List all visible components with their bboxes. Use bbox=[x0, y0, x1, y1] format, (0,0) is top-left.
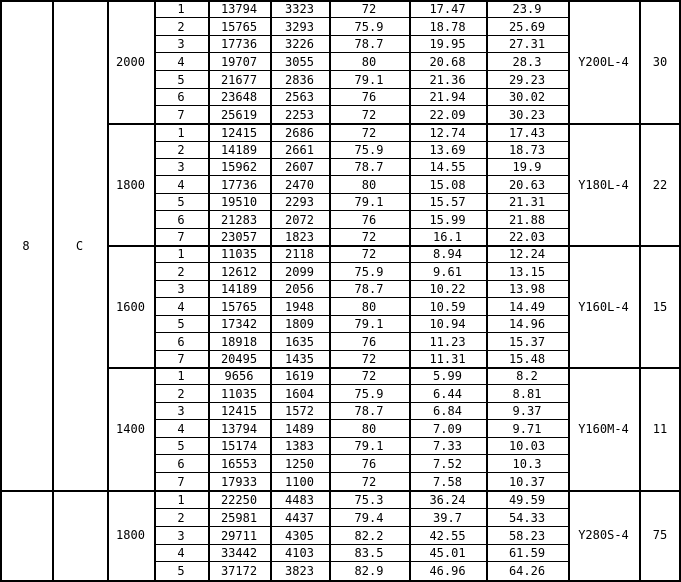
group-id-cell bbox=[0, 491, 52, 580]
table-cell: 9.37 bbox=[512, 404, 542, 418]
table-cell: 25.69 bbox=[508, 20, 546, 34]
speed-cell: 1600 bbox=[116, 300, 145, 314]
table-cell: 78.7 bbox=[354, 404, 384, 418]
table-cell: 33442 bbox=[220, 546, 258, 560]
table-cell: 2470 bbox=[285, 178, 314, 192]
table-cell: 2563 bbox=[285, 90, 314, 104]
table-cell: 21283 bbox=[220, 213, 258, 227]
table-cell: 20495 bbox=[220, 352, 258, 366]
table-cell: 19510 bbox=[220, 195, 258, 209]
table-cell: 23648 bbox=[220, 90, 258, 104]
table-cell: 3 bbox=[177, 160, 185, 174]
table-cell: 79.1 bbox=[354, 73, 384, 87]
table-cell: 15765 bbox=[220, 20, 258, 34]
table-cell: 4437 bbox=[285, 511, 314, 525]
table-cell: 72 bbox=[361, 2, 377, 16]
table-cell: 23057 bbox=[220, 230, 258, 244]
table-cell: 2 bbox=[177, 143, 185, 157]
table-cell: 23.9 bbox=[512, 2, 542, 16]
table-cell: 9656 bbox=[224, 369, 254, 383]
table-cell: 42.55 bbox=[429, 529, 466, 543]
table-cell: 78.7 bbox=[354, 282, 384, 296]
table-cell: 3 bbox=[177, 529, 185, 543]
table-cell: 12415 bbox=[220, 404, 258, 418]
table-cell: 10.59 bbox=[429, 300, 466, 314]
table-cell: 2253 bbox=[285, 108, 314, 122]
table-cell: 8.94 bbox=[433, 247, 462, 261]
table-cell: 1 bbox=[177, 126, 185, 140]
table-cell: 11035 bbox=[220, 247, 258, 261]
table-cell: 15.08 bbox=[429, 178, 466, 192]
table-cell: 22.09 bbox=[429, 108, 466, 122]
table-cell: 17736 bbox=[220, 37, 258, 51]
table-cell: 12.24 bbox=[508, 247, 546, 261]
table-cell: 79.1 bbox=[354, 439, 384, 453]
table-cell: 14189 bbox=[220, 282, 258, 296]
table-cell: 72 bbox=[361, 126, 377, 140]
table-cell: 15.99 bbox=[429, 213, 466, 227]
table-cell: 22250 bbox=[220, 493, 258, 507]
table-cell: 7.52 bbox=[433, 457, 462, 471]
table-cell: 78.7 bbox=[354, 160, 384, 174]
table-cell: 1823 bbox=[285, 230, 314, 244]
table-cell: 6 bbox=[177, 457, 185, 471]
table-cell: 8.2 bbox=[516, 369, 538, 383]
speed-cell: 2000 bbox=[116, 55, 145, 69]
table-cell: 1619 bbox=[285, 369, 314, 383]
power-cell: 75 bbox=[652, 528, 668, 542]
table-cell: 75.9 bbox=[354, 265, 384, 279]
table-cell: 61.59 bbox=[508, 546, 546, 560]
table-cell: 15174 bbox=[220, 439, 258, 453]
table-cell: 80 bbox=[361, 55, 377, 69]
table-cell: 10.94 bbox=[429, 317, 466, 331]
table-cell: 14.49 bbox=[508, 300, 546, 314]
table-cell: 4 bbox=[177, 178, 185, 192]
table-cell: 16.1 bbox=[433, 230, 462, 244]
table-cell: 10.03 bbox=[508, 439, 546, 453]
table-cell: 39.7 bbox=[433, 511, 462, 525]
table-cell: 27.31 bbox=[508, 37, 546, 51]
table-cell: 75.9 bbox=[354, 143, 384, 157]
table-cell: 2293 bbox=[285, 195, 314, 209]
table-cell: 72 bbox=[361, 247, 377, 261]
table-cell: 18.78 bbox=[429, 20, 466, 34]
table-cell: 82.2 bbox=[354, 529, 384, 543]
table-cell: 2118 bbox=[285, 247, 314, 261]
table-cell: 1 bbox=[177, 247, 185, 261]
table-cell: 12415 bbox=[220, 126, 258, 140]
table-cell: 1604 bbox=[285, 387, 314, 401]
table-cell: 20.68 bbox=[429, 55, 466, 69]
table-cell: 2 bbox=[177, 265, 185, 279]
table-cell: 5.99 bbox=[433, 369, 462, 383]
table-cell: 21.36 bbox=[429, 73, 466, 87]
table-cell: 18.73 bbox=[508, 143, 546, 157]
table-cell: 79.4 bbox=[354, 511, 384, 525]
table-cell: 2686 bbox=[285, 126, 314, 140]
table-cell: 72 bbox=[361, 475, 377, 489]
table-cell: 2661 bbox=[285, 143, 314, 157]
table-cell: 83.5 bbox=[354, 546, 384, 560]
table-cell: 75.3 bbox=[354, 493, 384, 507]
table-cell: 25619 bbox=[220, 108, 258, 122]
table-cell: 3055 bbox=[285, 55, 314, 69]
table-cell: 2 bbox=[177, 511, 185, 525]
table-cell: 15.48 bbox=[508, 352, 546, 366]
table-cell: 4 bbox=[177, 55, 185, 69]
table-cell: 64.26 bbox=[508, 564, 546, 578]
table-cell: 17933 bbox=[220, 475, 258, 489]
table-cell: 30.02 bbox=[508, 90, 546, 104]
table-cell: 82.9 bbox=[354, 564, 384, 578]
table-cell: 4483 bbox=[285, 493, 314, 507]
table-cell: 11035 bbox=[220, 387, 258, 401]
table-cell: 13.15 bbox=[508, 265, 546, 279]
table-cell: 5 bbox=[177, 195, 185, 209]
table-cell: 14189 bbox=[220, 143, 258, 157]
table-cell: 4 bbox=[177, 546, 185, 560]
table-cell: 72 bbox=[361, 369, 377, 383]
table-cell: 3293 bbox=[285, 20, 314, 34]
table-cell: 79.1 bbox=[354, 317, 384, 331]
table-cell: 14.55 bbox=[429, 160, 466, 174]
table-cell: 78.7 bbox=[354, 37, 384, 51]
table-cell: 19.95 bbox=[429, 37, 466, 51]
table-cell: 15765 bbox=[220, 300, 258, 314]
power-cell: 30 bbox=[652, 55, 668, 69]
table-cell: 2 bbox=[177, 387, 185, 401]
table-cell: 5 bbox=[177, 564, 185, 578]
table-cell: 1100 bbox=[285, 475, 314, 489]
table-cell: 17.43 bbox=[508, 126, 546, 140]
power-cell: 15 bbox=[652, 300, 668, 314]
table-cell: 4305 bbox=[285, 529, 314, 543]
table-cell: 36.24 bbox=[429, 493, 466, 507]
table-cell: 6.84 bbox=[433, 404, 462, 418]
table-cell: 4 bbox=[177, 300, 185, 314]
table-cell: 4103 bbox=[285, 546, 314, 560]
table-cell: 13794 bbox=[220, 2, 258, 16]
table-cell: 1250 bbox=[285, 457, 314, 471]
table-cell: 3823 bbox=[285, 564, 314, 578]
power-cell: 22 bbox=[652, 178, 668, 192]
motor-model-cell: Y160M-4 bbox=[578, 422, 629, 436]
table-cell: 21.31 bbox=[508, 195, 546, 209]
table-cell: 3 bbox=[177, 282, 185, 296]
table-cell: 18918 bbox=[220, 335, 258, 349]
table-cell: 19707 bbox=[220, 55, 258, 69]
table-cell: 58.23 bbox=[508, 529, 546, 543]
table-cell: 1 bbox=[177, 2, 185, 16]
table-cell: 10.22 bbox=[429, 282, 466, 296]
table-cell: 28.3 bbox=[512, 55, 542, 69]
table-cell: 29.23 bbox=[508, 73, 546, 87]
table-cell: 45.01 bbox=[429, 546, 466, 560]
table-cell: 16553 bbox=[220, 457, 258, 471]
table-cell: 2836 bbox=[285, 73, 314, 87]
table-cell: 3323 bbox=[285, 2, 314, 16]
table-cell: 76 bbox=[361, 457, 377, 471]
table-cell: 80 bbox=[361, 300, 377, 314]
table-cell: 49.59 bbox=[508, 493, 546, 507]
table-cell: 7 bbox=[177, 230, 185, 244]
table-cell: 79.1 bbox=[354, 195, 384, 209]
table-cell: 72 bbox=[361, 230, 377, 244]
power-cell: 11 bbox=[652, 422, 668, 436]
table-cell: 1383 bbox=[285, 439, 314, 453]
table-cell: 22.03 bbox=[508, 230, 546, 244]
table-cell: 7.09 bbox=[433, 422, 462, 436]
table-cell: 20.63 bbox=[508, 178, 546, 192]
table-cell: 25981 bbox=[220, 511, 258, 525]
table-cell: 10.3 bbox=[512, 457, 542, 471]
table-cell: 17736 bbox=[220, 178, 258, 192]
table-cell: 15.37 bbox=[508, 335, 546, 349]
table-cell: 2072 bbox=[285, 213, 314, 227]
table-cell: 54.33 bbox=[508, 511, 546, 525]
table-cell: 1435 bbox=[285, 352, 314, 366]
table-cell: 4 bbox=[177, 422, 185, 436]
table-cell: 9.61 bbox=[433, 265, 462, 279]
table-cell: 21677 bbox=[220, 73, 258, 87]
table-cell: 14.96 bbox=[508, 317, 546, 331]
table-cell: 13.69 bbox=[429, 143, 466, 157]
table-cell: 19.9 bbox=[512, 160, 542, 174]
table-cell: 3226 bbox=[285, 37, 314, 51]
motor-model-cell: Y160L-4 bbox=[578, 300, 629, 314]
table-cell: 76 bbox=[361, 90, 377, 104]
table-cell: 1809 bbox=[285, 317, 314, 331]
table-cell: 3 bbox=[177, 404, 185, 418]
speed-cell: 1800 bbox=[116, 178, 145, 192]
table-cell: 17342 bbox=[220, 317, 258, 331]
table-cell: 2607 bbox=[285, 160, 314, 174]
table-cell: 6 bbox=[177, 90, 185, 104]
speed-cell: 1800 bbox=[116, 528, 145, 542]
motor-model-cell: Y200L-4 bbox=[578, 55, 629, 69]
table-cell: 8.81 bbox=[512, 387, 542, 401]
table-cell: 76 bbox=[361, 213, 377, 227]
table-cell: 10.37 bbox=[508, 475, 546, 489]
table-cell: 75.9 bbox=[354, 20, 384, 34]
table-cell: 6.44 bbox=[433, 387, 462, 401]
table-cell: 5 bbox=[177, 317, 185, 331]
table-cell: 12612 bbox=[220, 265, 258, 279]
table-cell: 7 bbox=[177, 475, 185, 489]
table-cell: 17.47 bbox=[429, 2, 466, 16]
table-cell: 72 bbox=[361, 108, 377, 122]
group-id-cell: 8 bbox=[22, 239, 30, 253]
table-cell: 9.71 bbox=[512, 422, 542, 436]
table-cell: 1572 bbox=[285, 404, 314, 418]
table-cell: 1 bbox=[177, 369, 185, 383]
table-cell: 72 bbox=[361, 352, 377, 366]
table-cell: 12.74 bbox=[429, 126, 466, 140]
table-cell: 7.33 bbox=[433, 439, 462, 453]
table-cell: 5 bbox=[177, 439, 185, 453]
table-cell: 46.96 bbox=[429, 564, 466, 578]
table-cell: 75.9 bbox=[354, 387, 384, 401]
table-cell: 11.31 bbox=[429, 352, 466, 366]
table-cell: 7 bbox=[177, 352, 185, 366]
table-cell: 21.88 bbox=[508, 213, 546, 227]
motor-model-cell: Y280S-4 bbox=[578, 528, 629, 542]
table-cell: 15962 bbox=[220, 160, 258, 174]
table-cell: 2 bbox=[177, 20, 185, 34]
motor-model-cell: Y180L-4 bbox=[578, 178, 629, 192]
table-cell: 7 bbox=[177, 108, 185, 122]
table-cell: 2056 bbox=[285, 282, 314, 296]
table-cell: 5 bbox=[177, 73, 185, 87]
table-cell: 11.23 bbox=[429, 335, 466, 349]
table-cell: 1948 bbox=[285, 300, 314, 314]
table-cell: 3 bbox=[177, 37, 185, 51]
table-cell: 2099 bbox=[285, 265, 314, 279]
table-cell: 76 bbox=[361, 335, 377, 349]
table-cell: 1489 bbox=[285, 422, 314, 436]
table-cell: 1 bbox=[177, 493, 185, 507]
speed-cell: 1400 bbox=[116, 422, 145, 436]
table-cell: 30.23 bbox=[508, 108, 546, 122]
table-cell: 1635 bbox=[285, 335, 314, 349]
table-cell: 6 bbox=[177, 335, 185, 349]
table-cell: 13.98 bbox=[508, 282, 546, 296]
table-cell: 80 bbox=[361, 422, 377, 436]
group-type-cell bbox=[52, 491, 107, 580]
table-cell: 21.94 bbox=[429, 90, 466, 104]
table-cell: 13794 bbox=[220, 422, 258, 436]
group-type-cell: C bbox=[75, 239, 84, 253]
table-cell: 15.57 bbox=[429, 195, 466, 209]
table-cell: 80 bbox=[361, 178, 377, 192]
table-cell: 6 bbox=[177, 213, 185, 227]
table-cell: 29711 bbox=[220, 529, 258, 543]
table-cell: 37172 bbox=[220, 564, 258, 578]
table-cell: 7.58 bbox=[433, 475, 462, 489]
